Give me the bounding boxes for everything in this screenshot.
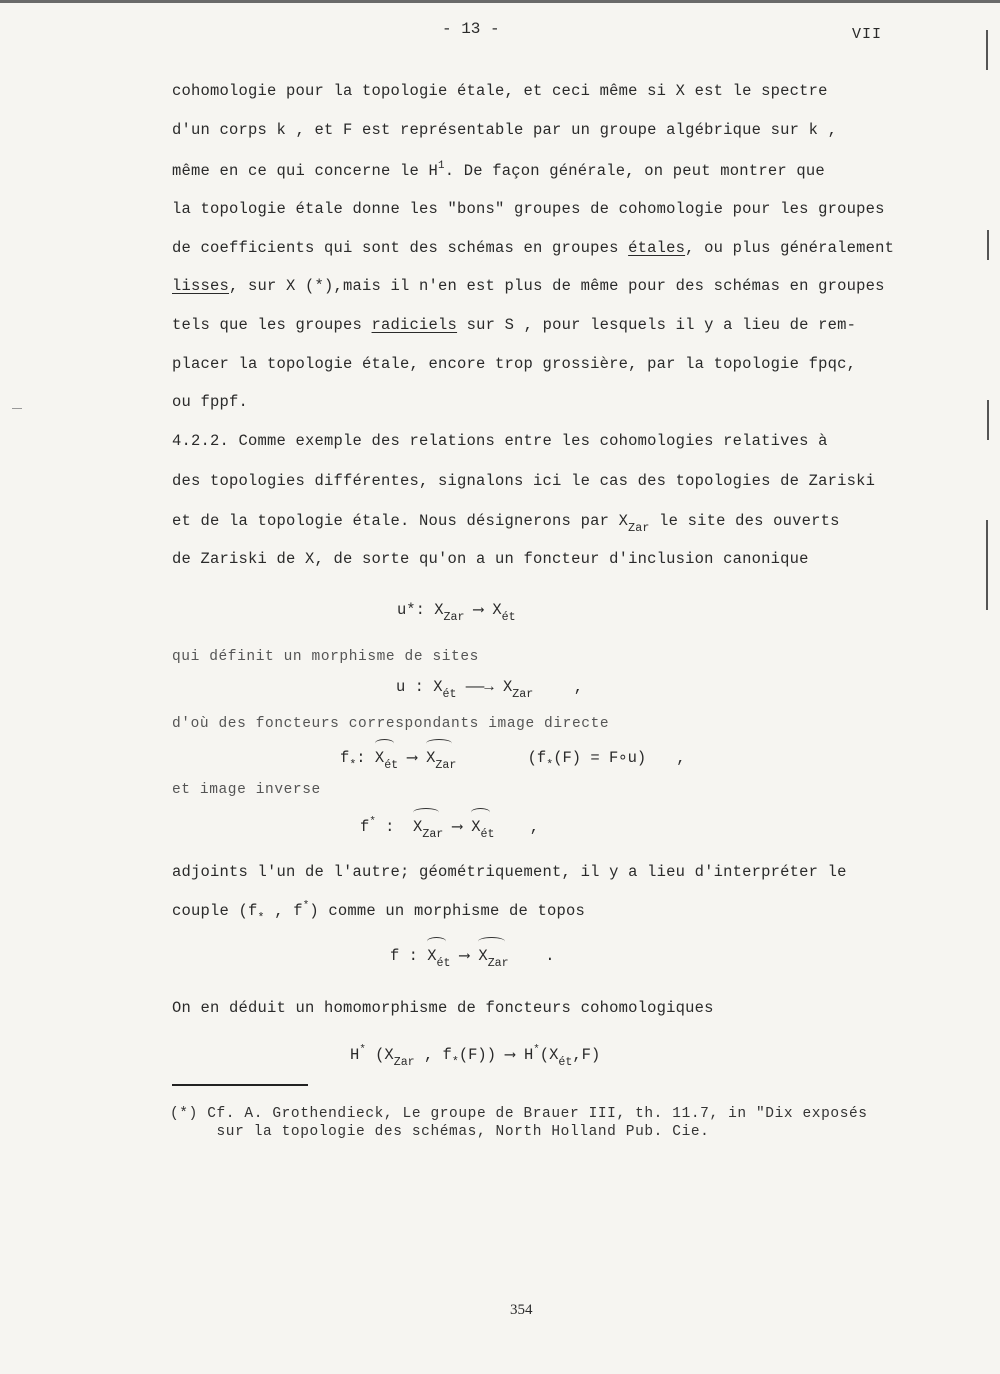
text-line: la topologie étale donne les "bons" groupes de cohomologie pour les groupes: [172, 200, 885, 218]
text-line: d'un corps k , et F est représentable par un groupe algébrique sur k ,: [172, 121, 838, 139]
formula-inclusion: u*: $X_{Zar}$ ⟶ $X_{ét}$: [397, 601, 516, 624]
formula-direct-image: $f_*$: $X_{ét}$ ⟶ $X_{Zar}$ ($f_*(F)$ = F∘u) ,: [340, 749, 686, 772]
text-line: On en déduit un homomorphisme de foncteurs cohomologiques: [172, 999, 714, 1017]
formula-morphism: u : $X_{ét}$ ——→ $X_{Zar}$ ,: [396, 678, 584, 701]
footnote-line: (*) Cf. A. Grothendieck, Le groupe de Brauer III, th. 11.7, in "Dix exposés: [170, 1106, 868, 1122]
formula-cohomology-homomorphism: H* ($X_{Zar}$ , $f_*(F)$) ⟶ $H^*(X_{ét},F)$: [350, 1044, 601, 1069]
text-line: des topologies différentes, signalons ici le cas des topologies de Zariski: [172, 472, 876, 490]
margin-mark: [987, 230, 989, 260]
formula-topos-morphism: f : $X_{ét}$ ⟶ $X_{Zar}$ .: [390, 947, 555, 970]
text-line: de coefficients qui sont des schémas en groupes étales, ou plus généralement: [172, 239, 895, 257]
text-line: tels que les groupes radiciels sur S , pour lesquels il y a lieu de rem-: [172, 316, 857, 334]
text-line: lisses, sur X (*),mais il n'en est plus de même pour des schémas en groupes: [172, 277, 885, 295]
page-top-edge: [0, 0, 1000, 3]
text-line: couple ($f_*$ , f*) comme un morphisme de topos: [172, 900, 585, 925]
page-footer-number: 354: [510, 1302, 533, 1318]
text-line: et de la topologie étale. Nous désignerons par $X_{Zar}$ le site des ouverts: [172, 512, 840, 535]
margin-mark: [987, 400, 989, 440]
text-line: et image inverse: [172, 782, 321, 798]
text-line: d'où des foncteurs correspondants image directe: [172, 716, 610, 732]
margin-mark: [986, 520, 988, 610]
margin-mark: [12, 408, 22, 409]
chapter-label: VII: [851, 26, 882, 43]
text-line: qui définit un morphisme de sites: [172, 649, 479, 665]
text-line: placer la topologie étale, encore trop grossière, par la topologie fpqc,: [172, 355, 857, 373]
formula-inverse-image: f* : $X_{Zar}$ ⟶ $X_{ét}$ ,: [360, 816, 540, 841]
text-line: même en ce qui concerne le $H^1$. De façon générale, on peut montrer que: [172, 160, 825, 180]
text-line: de Zariski de X, de sorte qu'on a un foncteur d'inclusion canonique: [172, 550, 809, 568]
page-number-header: - 13 -: [442, 20, 500, 38]
text-line: 4.2.2. Comme exemple des relations entre les cohomologies relatives à: [172, 432, 828, 450]
margin-mark: [986, 30, 988, 70]
footnote-line: sur la topologie des schémas, North Holland Pub. Cie.: [170, 1124, 710, 1140]
text-line: cohomologie pour la topologie étale, et ceci même si X est le spectre: [172, 82, 828, 100]
footnote-separator: [172, 1084, 308, 1086]
text-line: ou fppf.: [172, 393, 249, 411]
text-line: adjoints l'un de l'autre; géométriquement, il y a lieu d'interpréter le: [172, 863, 847, 881]
